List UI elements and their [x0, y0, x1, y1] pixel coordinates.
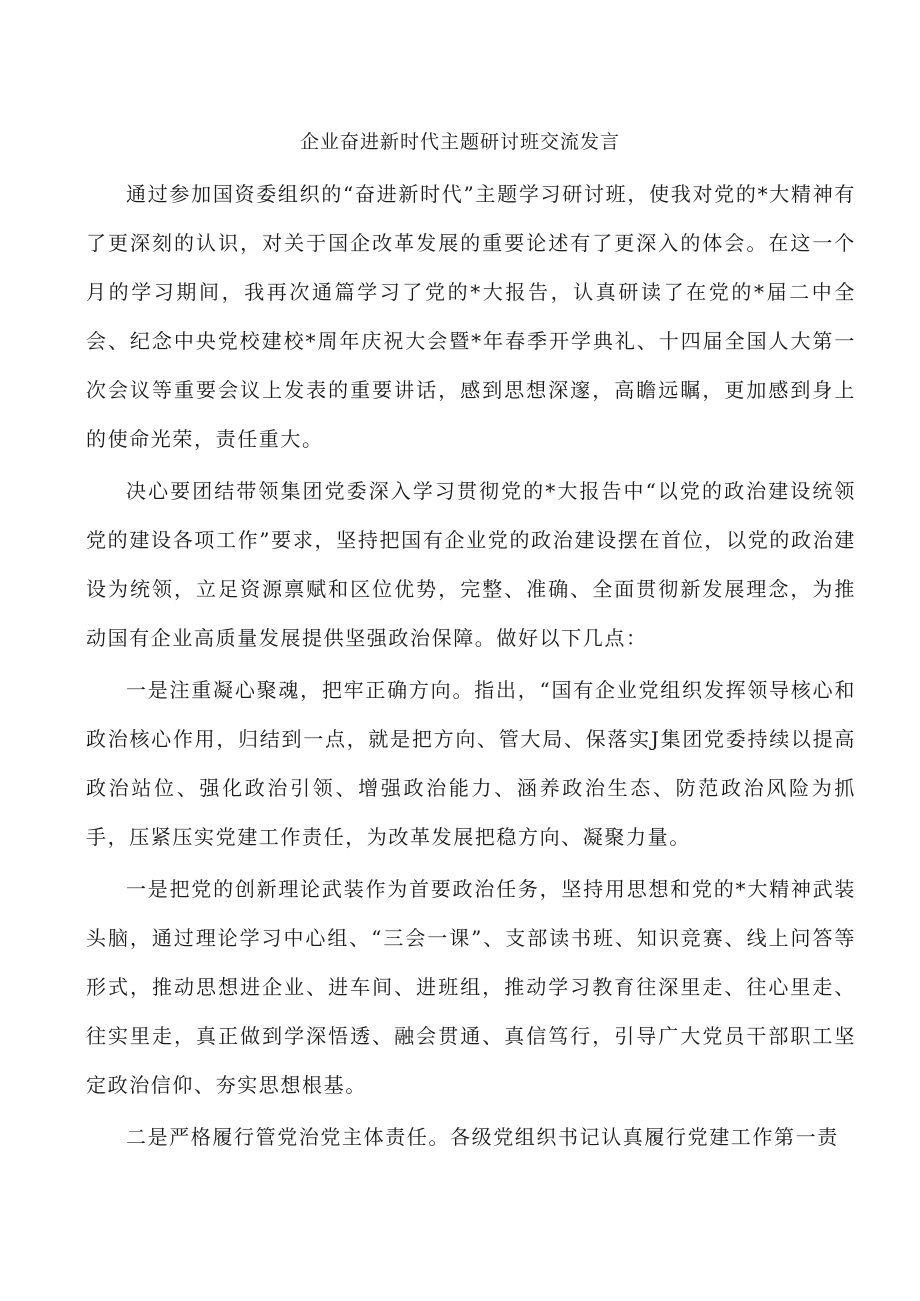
paragraph-1: 通过参加国资委组织的“奋进新时代”主题学习研讨班，使我对党的*大精神有了更深刻的认识，对关于国企改革发展的重要论述有了更深入的体会。在这一个月的学习期间，我再次通篇学习了党的*大报告，认真研读了在党的*届二中全会、纪念中央党校建校*周年庆祝大会暨*年春季开学典礼、十四届全国人大第一次会议等重要会议上发表的重要讲话，感到思想深邃，高瞻远瞩，更加感到身上的使命光荣，责任重大。: [86, 182, 856, 451]
paragraph-4: 一是把党的创新理论武装作为首要政治任务，坚持用思想和党的*大精神武装头脑，通过理论学习中心组、“三会一课”、支部读书班、知识竞赛、线上问答等形式，推动思想进企业、进车间、进班组，推动学习教育往深里走、往心里走、往实里走，真正做到学深悟透、融会贯通、真信笃行，引导广大党员干部职工坚定政治信仰、夯实思想根基。: [86, 877, 856, 1097]
document-title: 企业奋进新时代主题研讨班交流发言: [299, 131, 620, 153]
paragraph-5: 二是严格履行管党治党主体责任。各级党组织书记认真履行党建工作第一责: [126, 1125, 839, 1149]
document-body: [86, 170, 856, 1165]
paragraph-3: 一是注重凝心聚魂，把牢正确方向。指出，“国有企业党组织发挥领导核心和政治核心作用，归结到一点，就是把方向、管大局、保落实J集团党委持续以提高政治站位、强化政治引领、增强政治能力、涵养政治生态、防范政治风险为抓手，压紧压实党建工作责任，为改革发展把稳方向、凝聚力量。: [86, 678, 856, 849]
paragraph-2: 决心要团结带领集团党委深入学习贯彻党的*大报告中“以党的政治建设统领党的建设各项工作”要求，坚持把国有企业党的政治建设摆在首位，以党的政治建设为统领，立足资源禀赋和区位优势，完整、准确、全面贯彻新发展理念，为推动国有企业高质量发展提供坚强政治保障。做好以下几点：: [86, 479, 856, 650]
